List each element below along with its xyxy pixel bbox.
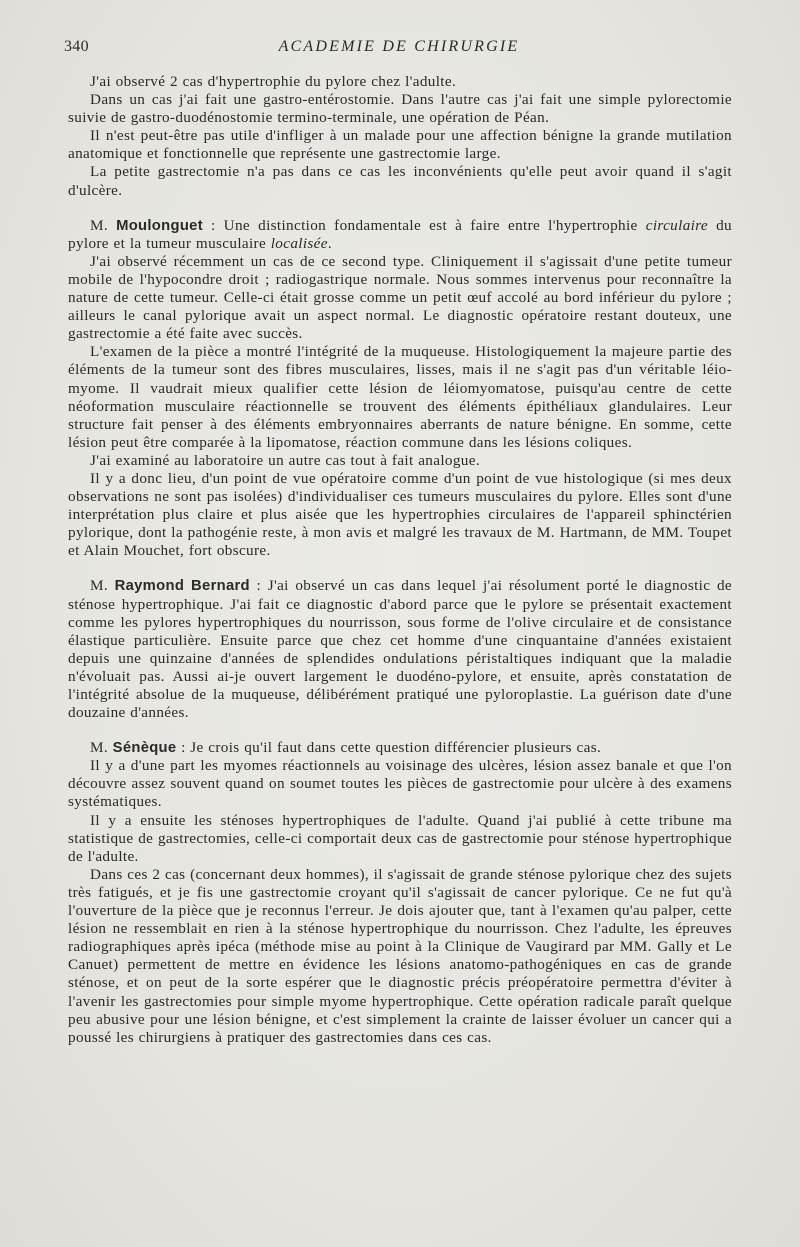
paragraph: Dans ces 2 cas (concernant deux hommes), il s'agissait de grande sténose pylorique chez des sujets très fatigués, et je fis une gastrectomie croyant qu'il s'agissait de cancer pylorique. Ce ne fut qu'à l'ouverture de la pièce que je reconnus l'erreur. Je dois ajouter que, tant à l'examen qu'au palper, cette lésion ne ressemblait en rien à la sténose hypertrophique du nourrisson. Chez l'adulte, les épreuves radiographiques après ipéca (méthode mise au point à la Clinique de Vaugirard par MM. Gally et Le Canuet) permettent de mettre en évidence les lésions anatomo-pathogéniques en cas de grande sténose, et on peut de la sorte espérer que le diagnostic précis préopératoire permettra d'éviter à l'avenir les gastrectomies pour simple myome hypertrophique. Cette opération radicale paraît quelque peu abusive pour une lésion bénigne, et c'est simplement la crainte de laisser évoluer un cancer qui a poussé les chirurgiens à pratiquer des gastrectomies dans ces cas. — [68, 865, 732, 1046]
paragraph: J'ai observé 2 cas d'hypertrophie du pylore chez l'adulte. — [90, 73, 457, 90]
running-title: ACADEMIE DE CHIRURGIE — [278, 38, 520, 55]
paragraph: L'examen de la pièce a montré l'intégrité de la muqueuse. Histologiquement la majeure partie des éléments de la tumeur sont des fibres musculaires, lisses, mais il ne s'agit pas d'un véritable léio-myome. Il vaudrait mieux qualifier cette lésion de léiomyomatose, puisqu'au centre de cette néoformation musculaire réactionnelle se trouvent des éléments épithéliaux glandulaires. Leur structure fait penser à des éléments embryonnaires aberrants de nature bénigne. En somme, cette lésion peut être comparée à la lipomatose, réaction commune dans les lésions coliques. — [68, 343, 732, 451]
paragraph: Il y a d'une part les myomes réactionnels au voisinage des ulcères, lésion assez banale et que l'on découvre assez souvent quand on soumet toutes les pièces de gastrectomie pour ulcère à des examens systématiques. — [68, 757, 732, 811]
paragraph: Il n'est peut-être pas utile d'infliger à un malade pour une affection bénigne la grande mutilation anatomique et fonctionnelle que représente une gastrectomie large. — [68, 127, 732, 163]
speaker-name: Sénèque — [112, 740, 177, 757]
paragraph: Il y a donc lieu, d'un point de vue opératoire comme d'un point de vue histologique (si mes deux observations ne sont pas isolées) d'individualiser ces tumeurs musculaires du pylore. Elles sont d'une interprétation plus claire et plus aisée que les hypertrophies circulaires de l'appareil sphinctérien pylorique, dont la pathogénie reste, à mon avis et malgré les travaux de M. Hartmann, de MM. Toupet et Alain Mouchet, fort obscure. — [68, 469, 732, 560]
body-text — [68, 73, 732, 1047]
paragraph: J'ai examiné au laboratoire un autre cas tout à fait analogue. — [90, 451, 480, 469]
speaker-paragraph-moulonguet: M. Moulonguet : Une distinction fondamentale est à faire entre l'hypertrophie circulaire du pylore et la tumeur musculaire localisée. — [68, 216, 732, 252]
speaker-name: Raymond Bernard — [114, 578, 250, 595]
paragraph: Il y a ensuite les sténoses hypertrophiques de l'adulte. Quand j'ai publié à cette tribune ma statistique de gastrectomies, celle-ci comportait deux cas de gastrectomie pour sténose hypertrophique de l'adulte. — [68, 811, 732, 865]
speaker-paragraph-seneque: M. Sénèque : Je crois qu'il faut dans cette question différencier plusieurs cas. — [90, 739, 602, 757]
paragraph: J'ai observé récemment un cas de ce second type. Cliniquement il s'agissait d'une petite tumeur mobile de l'hypocondre droit ; radiogastrique normale. Nous sommes intervenus pour reconnaître la nature de cette tumeur. Celle-ci était grosse comme un petit œuf accolé au bord inférieur du pylore ; ailleurs le canal pylorique avait un aspect normal. Le diagnostic opératoire restant douteux, une gastrectomie a été faite avec succès. — [68, 252, 732, 343]
page-number: 340 — [64, 38, 89, 55]
paragraph: La petite gastrectomie n'a pas dans ce cas les inconvénients qu'elle peut avoir quand il s'agit d'ulcère. — [68, 163, 732, 199]
italic-term: circulaire — [645, 216, 708, 234]
italic-term: localisée — [270, 234, 328, 252]
paragraph: Dans un cas j'ai fait une gastro-entérostomie. Dans l'autre cas j'ai fait une simple pylorectomie suivie de gastro-duodénostomie termino-terminale, une opération de Péan. — [68, 91, 732, 127]
speaker-paragraph-raymond-bernard: M. Raymond Bernard : J'ai observé un cas dans lequel j'ai résolument porté le diagnostic de sténose hypertrophique. J'ai fait ce diagnostic d'abord parce que le pylore se présentait exactement comme les pylores hypertrophiques du nourrisson, sous forme de l'olive circulaire et de consistance élastique particulière. Ensuite parce que chez cet homme d'une cinquantaine d'années existaient depuis une quinzaine d'années de splendides ondulations péristaltiques indiquant que la maladie n'évoluait pas. Aussi ai-je ouvert largement le duodéno-pylore, et ensuite, après constatation de l'intégrité absolue de la muqueuse, délibérément pratiqué une pyloroplastie. La guérison date d'une douzaine d'années. — [68, 577, 732, 722]
speaker-name: Moulonguet — [116, 217, 203, 234]
page-header — [64, 38, 734, 62]
